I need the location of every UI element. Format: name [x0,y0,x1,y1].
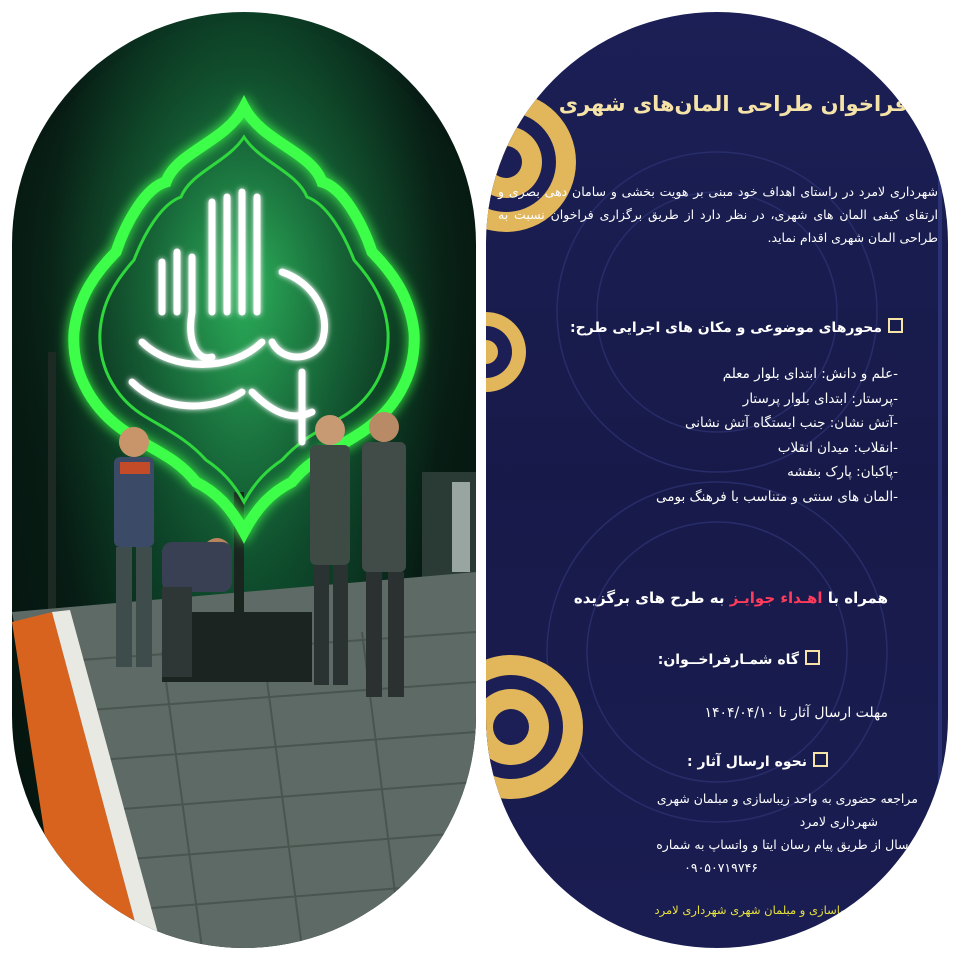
intro-paragraph: شهرداری لامرد در راستای اهداف خود مبنی بر هویت بخشی و سامان دهی بصری و ارتقای کیفی المان های شهری، در نظر دارد از طریق برگزاری فراخوان نسبت به طراحی المان شهری اقدام نماید. [498,184,938,245]
topics-heading-text: محورهای موضوعی و مکان های اجرایی طرح: [569,320,882,336]
checkbox-icon [888,318,903,333]
list-item: -علم و دانش: ابتدای بلوار معلم [722,366,898,382]
list-item: -پرستار: ابتدای بلوار پرستار [742,390,898,407]
gold-ornament-bottom [486,655,583,799]
checkbox-icon [805,650,820,665]
prize-text-1: همراه با [822,589,888,607]
topics-list [656,362,898,509]
schedule-heading [658,650,820,668]
lamp-pole [48,352,56,612]
submit-heading [687,752,828,770]
schedule-heading-text: گاه شمـارفراخــوان: [657,652,799,668]
poster-panel [486,12,948,948]
submit-line: ارسال از طریق پیام رسان ایتا و واتساپ به شماره [656,837,918,852]
deadline-text: مهلت ارسال آثار تا ۱۴۰۴/۰۴/۱۰ [704,705,888,721]
prize-highlight: اهـداء جوایـز [729,589,823,607]
list-item: -پاکبان: پارک بنفشه [787,464,898,480]
prize-text-2: به طرح های برگزیده [573,589,730,607]
right-edge-line [938,82,942,882]
poster-title: فراخوان طراحی المان‌های شهری [558,92,908,116]
checkbox-icon [813,752,828,767]
poster-footer: واحد زیباسازی و مبلمان شهری شهرداری لامرد [654,903,878,917]
photo-scene [12,12,476,948]
background-sign [452,482,470,572]
list-item: -انقلاب: میدان انقلاب [777,439,898,456]
photo-panel [12,12,476,948]
submit-details [656,787,918,879]
phone-number: ۰۹۰۵۰۷۱۹۷۴۶ [684,860,758,875]
submit-line: شهرداری لامرد [799,814,878,829]
prize-line [574,589,888,607]
submit-line: مراجعه حضوری به واحد زیباسازی و مبلمان شهری [656,791,918,806]
topics-heading [570,318,903,336]
list-item: -آتش نشان: جنب ایستگاه آتش نشانی [684,415,898,431]
list-item: -المان های سنتی و متناسب با فرهنگ بومی [656,488,898,505]
gold-ornament-middle [486,312,526,392]
submit-heading-text: نحوه ارسال آثار : [686,754,807,770]
